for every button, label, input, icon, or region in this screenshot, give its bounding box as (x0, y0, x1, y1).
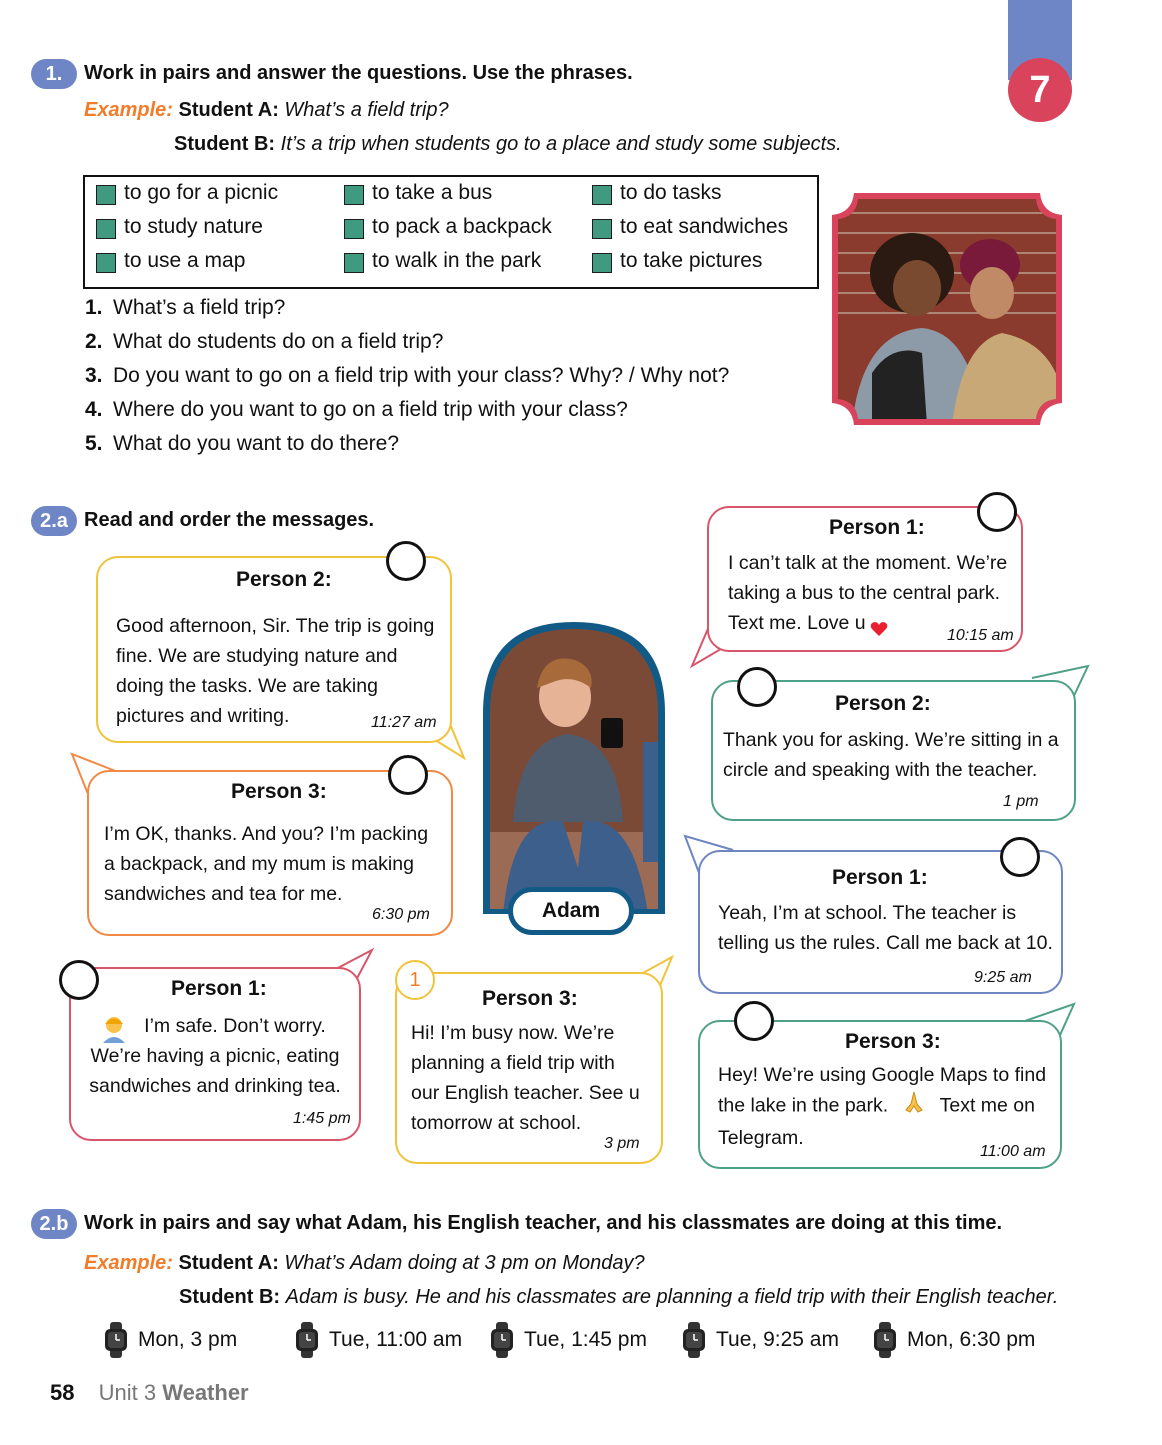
order-circle[interactable] (388, 755, 428, 795)
time-item: Tue, 11:00 am (295, 1322, 462, 1358)
checkbox-square-icon[interactable] (344, 253, 364, 273)
checkbox-square-icon[interactable] (344, 185, 364, 205)
time-item: Mon, 6:30 pm (873, 1322, 1035, 1358)
phrase-item[interactable]: to walk in the park (344, 249, 541, 273)
message-text: Hi! I’m busy now. We’re planning a field trip with our English teacher. See u tomorrow at school. (411, 1022, 640, 1134)
message-time: 3 pm (604, 1135, 640, 1152)
checkbox-square-icon[interactable] (592, 185, 612, 205)
time-item: Tue, 1:45 pm (490, 1322, 647, 1358)
smartwatch-icon (295, 1322, 319, 1358)
example-label: Example: (84, 99, 173, 121)
message-sender: Person 1: (829, 516, 925, 539)
phrase-item[interactable]: to pack a backpack (344, 215, 552, 239)
student-a-text: What’s a field trip? (284, 99, 449, 121)
phrase-item[interactable]: to eat sandwiches (592, 215, 788, 239)
message-sender: Person 3: (845, 1030, 941, 1053)
adam-photo (483, 622, 665, 914)
exercise-2b-badge: 2.b (31, 1209, 77, 1239)
checkbox-square-icon[interactable] (96, 185, 116, 205)
student-a-label: Student A: (178, 1252, 279, 1274)
order-circle[interactable] (977, 492, 1017, 532)
student-b-label: Student B: (179, 1286, 281, 1308)
message-text: I can’t talk at the moment. We’re taking a bus to the central park. Text me. Love u (728, 548, 1007, 638)
exercise-2b-example-b (179, 1286, 1058, 1309)
message-time: 10:15 am (947, 627, 1014, 644)
message-text: Thank you for asking. We’re sitting in a circle and speaking with the teacher. (723, 729, 1059, 781)
message-time: 6:30 pm (372, 906, 430, 923)
adam-label: Adam (508, 887, 634, 935)
checkbox-square-icon[interactable] (344, 219, 364, 239)
order-circle[interactable] (734, 1001, 774, 1041)
question-3: 3. Do you want to go on a field trip with your class? Why? / Why not? (85, 364, 730, 387)
message-time: 1:45 pm (293, 1110, 351, 1127)
exercise-1-instruction: Work in pairs and answer the questions. Use the phrases. (84, 62, 633, 84)
order-circle-filled[interactable]: 1 (395, 960, 435, 1000)
praying-hands-emoji-icon (902, 1090, 932, 1123)
page-number: 58 (50, 1380, 75, 1405)
order-circle[interactable] (1000, 837, 1040, 877)
exercise-1-badge: 1. (31, 59, 77, 89)
message-sender: Person 3: (482, 987, 578, 1010)
smartwatch-icon (104, 1322, 128, 1358)
checkbox-square-icon[interactable] (96, 253, 116, 273)
message-bubble (96, 556, 452, 743)
message-bubble (707, 506, 1023, 652)
message-sender: Person 1: (171, 977, 267, 1000)
message-bubble (395, 972, 663, 1164)
order-circle[interactable] (59, 960, 99, 1000)
message-text: Good afternoon, Sir. The trip is going fine. We are studying nature and doing the tasks. We are taking pictures and writing. (116, 615, 435, 727)
message-bubble (698, 1020, 1062, 1169)
order-circle[interactable] (737, 667, 777, 707)
exercise-2a-instruction: Read and order the messages. (84, 509, 375, 531)
message-sender: Person 2: (236, 568, 332, 591)
message-time: 11:00 am (980, 1143, 1046, 1160)
order-circle[interactable] (386, 541, 426, 581)
checkbox-square-icon[interactable] (592, 253, 612, 273)
message-text: I’m safe. Don’t worry. We’re having a picnic, eating sandwiches and drinking tea. (89, 1015, 341, 1097)
smartwatch-icon (682, 1322, 706, 1358)
student-a-text: What’s Adam doing at 3 pm on Monday? (284, 1252, 645, 1274)
message-time: 1 pm (1003, 793, 1039, 810)
message-time: 9:25 am (974, 969, 1032, 986)
heart-emoji-icon (870, 616, 888, 646)
message-sender: Person 3: (231, 780, 327, 803)
student-b-text: It’s a trip when students go to a place and study some subjects. (280, 133, 842, 155)
question-1: 1. What’s a field trip? (85, 296, 286, 319)
phrase-item[interactable]: to study nature (96, 215, 263, 239)
message-sender: Person 1: (832, 866, 928, 889)
message-text: Hey! We’re using Google Maps to find the lake in the park. Text me on Telegram. (718, 1064, 1047, 1149)
time-item: Tue, 9:25 am (682, 1322, 839, 1358)
girls-photo (832, 193, 1062, 425)
time-item: Mon, 3 pm (104, 1322, 237, 1358)
unit-topic: Weather (162, 1380, 249, 1405)
student-b-label: Student B: (174, 133, 276, 155)
phrase-item[interactable]: to do tasks (592, 181, 722, 205)
checkbox-square-icon[interactable] (592, 219, 612, 239)
smartwatch-icon (490, 1322, 514, 1358)
phrase-item[interactable]: to take a bus (344, 181, 492, 205)
exercise-2b-example (84, 1252, 645, 1275)
question-5: 5. What do you want to do there? (85, 432, 400, 455)
message-sender: Person 2: (835, 692, 931, 715)
unit-number-badge: 7 (1008, 58, 1072, 122)
exercise-2a-badge: 2.a (31, 506, 77, 536)
exercise-2b-instruction: Work in pairs and say what Adam, his English teacher, and his classmates are doing at this time. (84, 1212, 1003, 1234)
message-text: I’m OK, thanks. And you? I’m packing a backpack, and my mum is making sandwiches and tea for me. (104, 823, 429, 905)
exercise-1-example-b (174, 133, 842, 156)
exercise-1-example (84, 99, 449, 122)
checkbox-square-icon[interactable] (96, 219, 116, 239)
phrase-item[interactable]: to go for a picnic (96, 181, 278, 205)
message-text: Yeah, I’m at school. The teacher is telling us the rules. Call me back at 10. (718, 902, 1053, 954)
unit-label: Unit 3 (98, 1380, 157, 1405)
student-b-text: Adam is busy. He and his classmates are planning a field trip with their English teacher. (285, 1286, 1059, 1308)
message-time: 11:27 am (371, 714, 437, 731)
smartwatch-icon (873, 1322, 897, 1358)
question-2: 2. What do students do on a field trip? (85, 330, 444, 353)
message-bubble (87, 770, 453, 936)
student-a-label: Student A: (178, 99, 279, 121)
message-bubble (69, 967, 361, 1141)
page-footer (50, 1380, 249, 1406)
example-label: Example: (84, 1252, 173, 1274)
question-4: 4. Where do you want to go on a field trip with your class? (85, 398, 628, 421)
phrase-item[interactable]: to take pictures (592, 249, 762, 273)
phrase-item[interactable]: to use a map (96, 249, 245, 273)
